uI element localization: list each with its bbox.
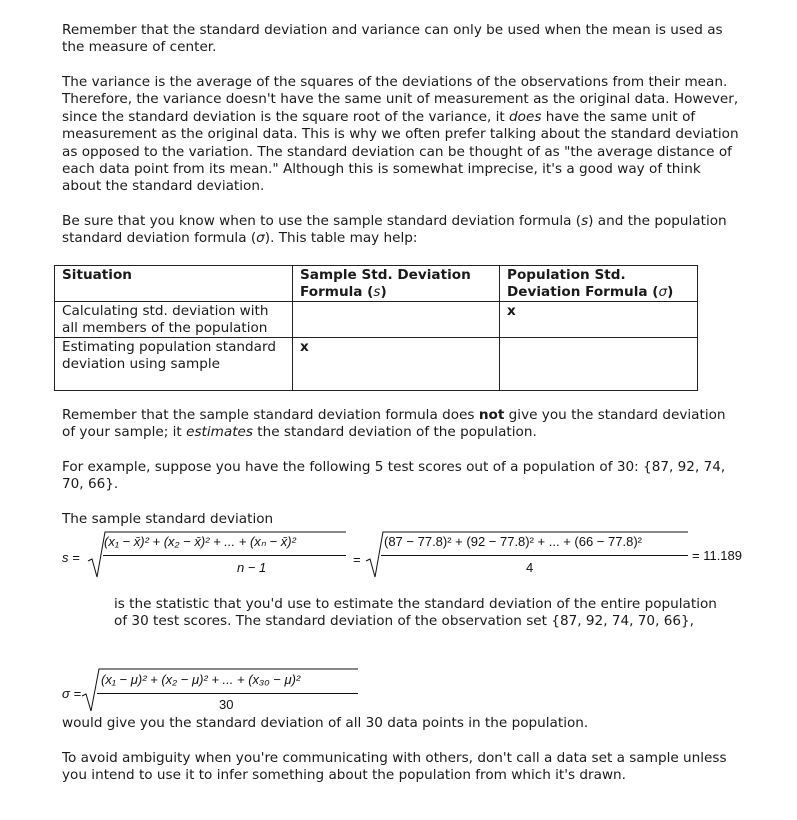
- situation-table: [54, 265, 698, 391]
- p2-emphasis-does: does: [509, 108, 542, 125]
- p2-text-a: The variance is the average of the squares of the deviations of the observations from their mean. Therefore, the variance doesn't have the same unit of measurement as the original data. However, since the standard deviation is the square root of the variance, it: [62, 74, 739, 125]
- formula-s-numerator: (x₁ − x̄)² + (x₂ − x̄)² + ... + (xₙ − x̄)²: [104, 534, 296, 549]
- cell-population: [500, 338, 698, 391]
- p3-text-b: ) and the population standard deviation formula (: [62, 213, 727, 247]
- formula-s-equals: =: [353, 552, 361, 567]
- formula-s-lhs: s =: [62, 550, 80, 565]
- p2-text-b: have the same unit of measurement as the original data. This is why we often prefer talking about the standard deviation as opposed to the variation. The standard deviation can be thought of as "the average distance of each data point from its mean." Although this is somewhat imprecise, it's a good way of think about the standard deviation.: [62, 108, 739, 195]
- intro-paragraph-1: Remember that the standard deviation and variance can only be used when the mean is used as the measure of center.: [62, 22, 723, 56]
- body-paragraph-4: [62, 407, 742, 442]
- p4-emphasis-not: not: [478, 407, 505, 423]
- table-row: [55, 302, 698, 338]
- header-sample-close: ): [380, 284, 387, 300]
- header-population-symbol: σ: [658, 284, 668, 300]
- p4-text-b: give you the standard deviation of your sample; it: [62, 407, 726, 441]
- intro-paragraph-3: [62, 213, 742, 248]
- formula-sigma-numerator: (x₁ − μ)² + (x₂ − μ)² + ... + (x₃₀ − μ)²: [101, 672, 301, 687]
- cell-population: x: [500, 302, 698, 338]
- p3-symbol-s: s: [581, 213, 589, 229]
- formula-s-numerator-values: (87 − 77.8)² + (92 − 77.8)² + ... + (66 − 77.8)²: [384, 534, 642, 549]
- header-sample-formula: [293, 266, 500, 302]
- body-paragraph-9: To avoid ambiguity when you're communicating with others, don't call a data set a sample unless you intend to use it to infer something about the population from which it's drawn.: [62, 750, 727, 784]
- body-paragraph-7: is the statistic that you'd use to estimate the standard deviation of the entire population of 30 test scores. The standard deviation of the observation set {87, 92, 74, 70, 66},: [114, 596, 717, 630]
- formula-sigma-lhs: σ =: [62, 686, 82, 701]
- cell-situation: Calculating std. deviation with all members of the population: [55, 302, 293, 338]
- formula-s-denominator-value: 4: [526, 560, 534, 575]
- header-situation: Situation: [55, 266, 293, 302]
- intro-paragraph-2: [62, 74, 742, 196]
- p4-emphasis-estimates: estimates: [186, 424, 253, 441]
- header-population-formula: [500, 266, 698, 302]
- cell-sample: x: [293, 338, 500, 391]
- body-paragraph-6: The sample standard deviation: [62, 511, 274, 527]
- p3-text-a: Be sure that you know when to use the sample standard deviation formula (: [62, 213, 582, 229]
- body-paragraph-8: would give you the standard deviation of all 30 data points in the population.: [62, 715, 589, 731]
- table-header-row: [55, 266, 698, 302]
- table-row: [55, 338, 698, 391]
- cell-sample: [293, 302, 500, 338]
- body-paragraph-5: For example, suppose you have the following 5 test scores out of a population of 30: {87, 92, 74, 70, 66}.: [62, 459, 726, 493]
- formula-s-result: = 11.189: [692, 548, 743, 563]
- header-sample-symbol: s: [373, 284, 381, 300]
- formula-s-denominator: n − 1: [237, 560, 267, 575]
- cell-situation: Estimating population standard deviation using sample: [55, 338, 293, 391]
- p3-text-c: ). This table may help:: [264, 230, 418, 247]
- header-sample-text: Sample Std. Deviation Formula (: [300, 267, 471, 300]
- header-population-text: Population Std. Deviation Formula (: [507, 267, 659, 300]
- p4-text-c: the standard deviation of the population.: [252, 424, 537, 441]
- p4-text-a: Remember that the sample standard deviation formula does: [62, 407, 479, 423]
- formula-sigma-denominator: 30: [219, 697, 234, 712]
- header-population-close: ): [667, 284, 674, 300]
- p3-symbol-sigma: σ: [256, 230, 265, 247]
